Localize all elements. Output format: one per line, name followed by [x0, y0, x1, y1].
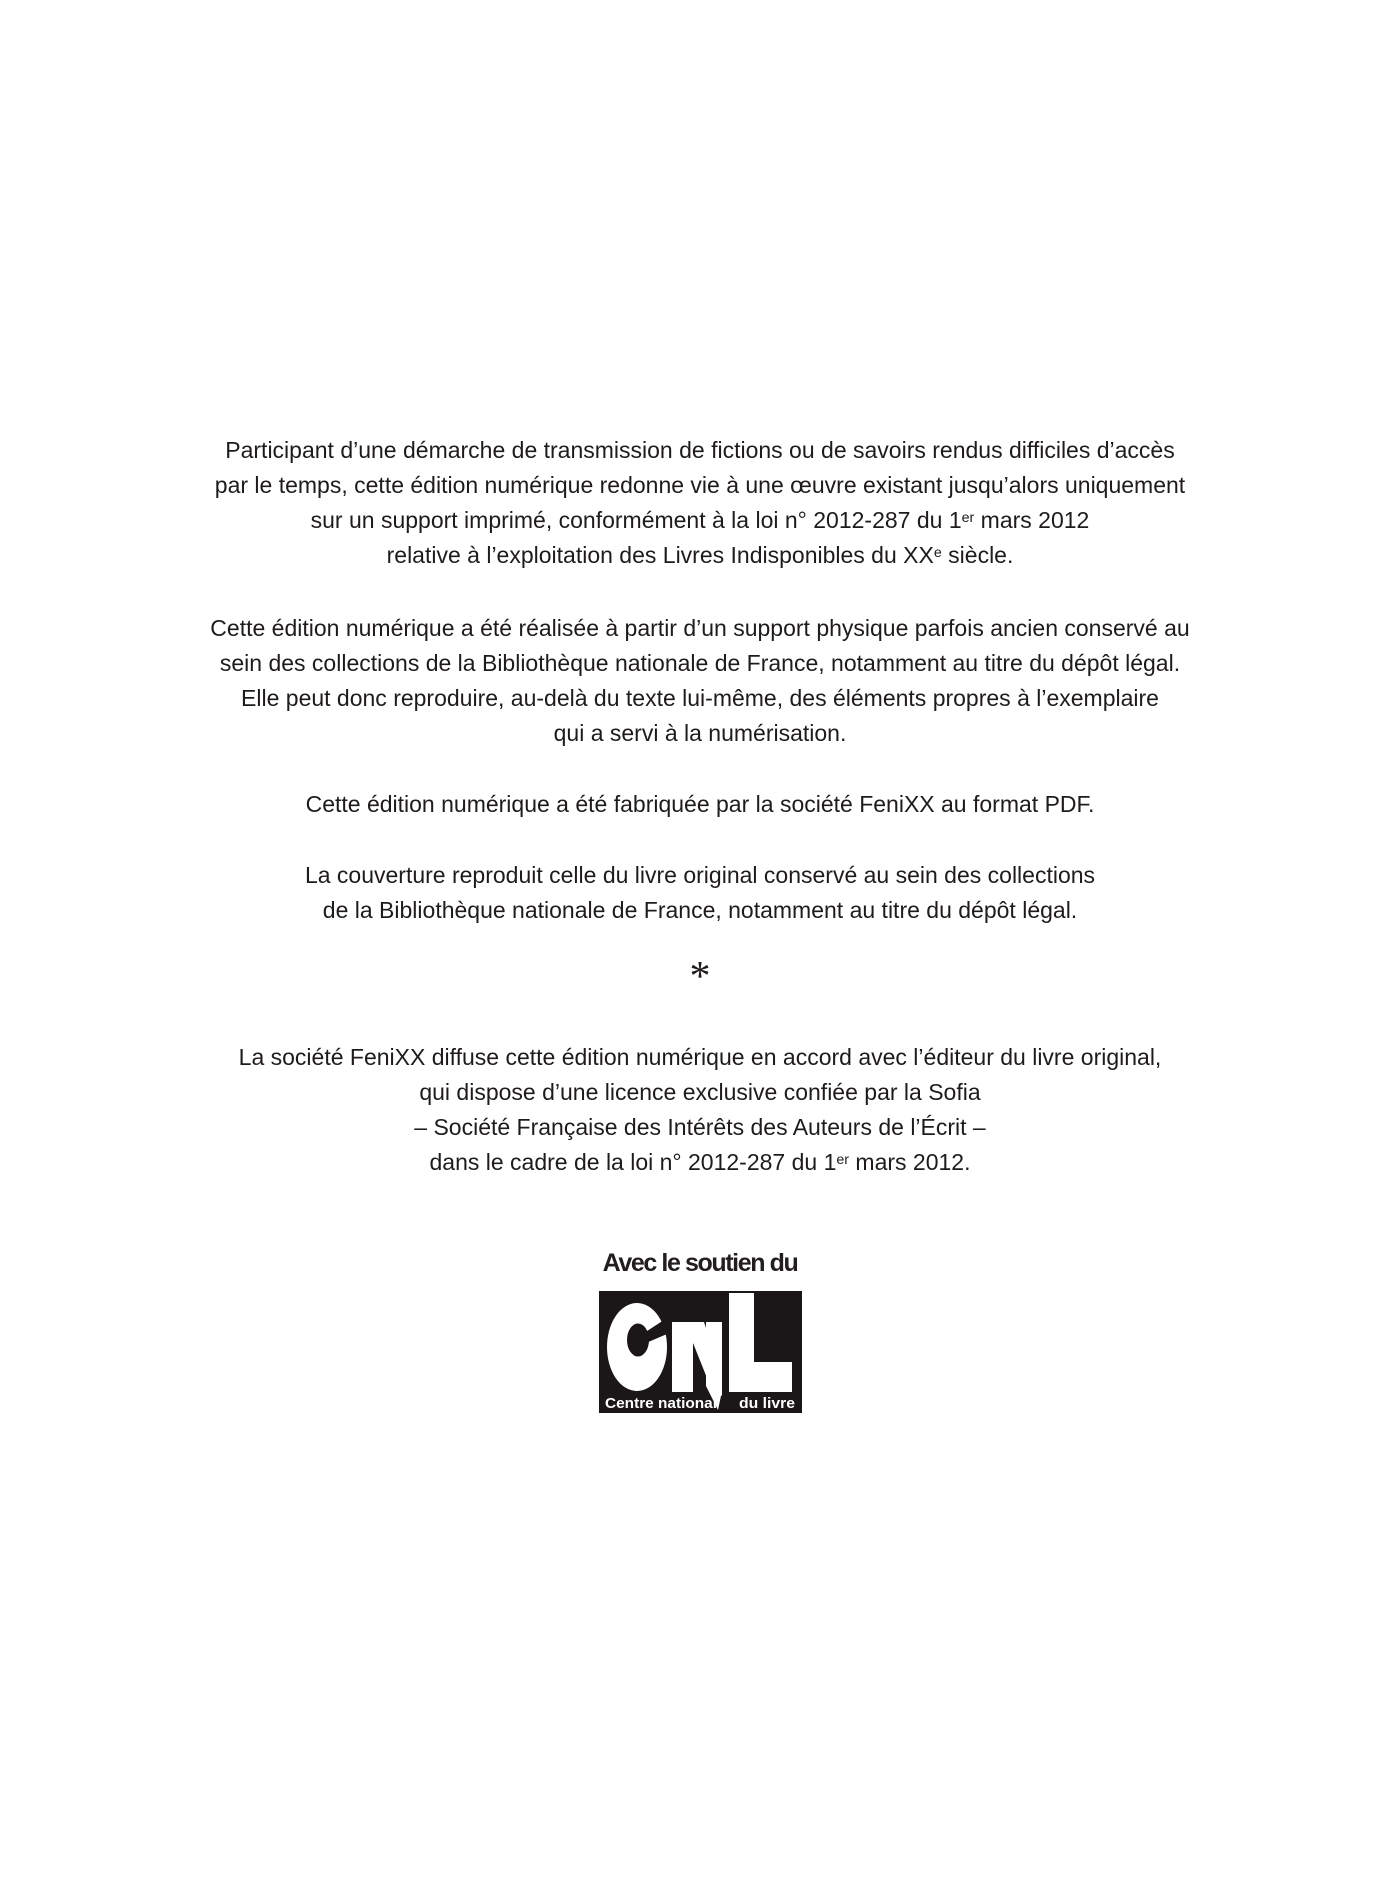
text-line: [100, 893, 1300, 928]
text-line: [100, 1145, 1300, 1180]
text-line: [100, 468, 1300, 503]
logo-left-label: Centre national: [604, 1396, 717, 1412]
text-line: [100, 646, 1300, 681]
text-segment: Participant d’une démarche de transmission de fictions ou de savoirs rendus difficiles d’accès: [225, 437, 1175, 463]
text-line: [100, 503, 1300, 538]
text-line: [100, 716, 1300, 751]
text-line: [100, 681, 1300, 716]
text-line: [100, 1110, 1300, 1145]
text-segment: de la Bibliothèque nationale de France, notamment au titre du dépôt légal.: [322, 897, 1078, 923]
text-segment: – Société Française des Intérêts des Auteurs de l’Écrit –: [414, 1114, 986, 1140]
text-segment: Elle peut donc reproduire, au-delà du texte lui-même, des éléments propres à l’exemplaire: [241, 685, 1159, 711]
text-segment: qui dispose d’une licence exclusive confiée par la Sofia: [419, 1079, 981, 1105]
cnl-logo: [599, 1291, 802, 1413]
text-segment: sein des collections de la Bibliothèque nationale de France, notamment au titre du dépôt légal.: [219, 650, 1181, 676]
superscript-text: er: [961, 510, 975, 527]
text-segment: siècle.: [941, 542, 1014, 568]
letter-c: [607, 1303, 667, 1391]
text-line: [100, 433, 1300, 468]
text-segment: Cette édition numérique a été réalisée à partir d’un support physique parfois ancien conservé au: [210, 615, 1190, 641]
cnl-logo-block: [100, 1248, 1300, 1413]
superscript-text: er: [836, 1152, 850, 1169]
text-line: [100, 1040, 1300, 1075]
closing-paragraphs: [100, 1040, 1300, 1180]
text-segment: relative à l’exploitation des Livres Indisponibles du XX: [386, 542, 934, 568]
logo-right-label: du livre: [738, 1396, 795, 1412]
text-segment: La couverture reproduit celle du livre original conservé au sein des collections: [304, 862, 1096, 888]
colophon-content: [100, 0, 1300, 1413]
text-segment: mars 2012: [974, 507, 1090, 533]
text-segment: par le temps, cette édition numérique redonne vie à une œuvre existant jusqu’alors uniquement: [214, 472, 1186, 498]
paragraph: [100, 787, 1300, 822]
text-line: [100, 611, 1300, 646]
intro-paragraphs: [100, 433, 1300, 928]
text-line: [100, 1075, 1300, 1110]
text-segment: La société FeniXX diffuse cette édition numérique en accord avec l’éditeur du livre original,: [238, 1044, 1162, 1070]
text-segment: qui a servi à la numérisation.: [553, 720, 847, 746]
paragraph: [100, 611, 1300, 751]
text-line: [100, 538, 1300, 573]
superscript-text: e: [933, 545, 942, 562]
logo-support-text: Avec le soutien du: [602, 1249, 798, 1277]
text-segment: mars 2012.: [849, 1149, 971, 1175]
text-segment: dans le cadre de la loi n° 2012-287 du 1: [429, 1149, 837, 1175]
paragraph: [100, 858, 1300, 928]
text-segment: sur un support imprimé, conformément à la loi n° 2012-287 du 1: [310, 507, 962, 533]
separator-asterisk: *: [689, 954, 711, 1000]
paragraph: [100, 1040, 1300, 1180]
text-line: [100, 787, 1300, 822]
paragraph: [100, 433, 1300, 573]
text-segment: Cette édition numérique a été fabriquée par la société FeniXX au format PDF.: [305, 791, 1095, 817]
text-line: [100, 858, 1300, 893]
